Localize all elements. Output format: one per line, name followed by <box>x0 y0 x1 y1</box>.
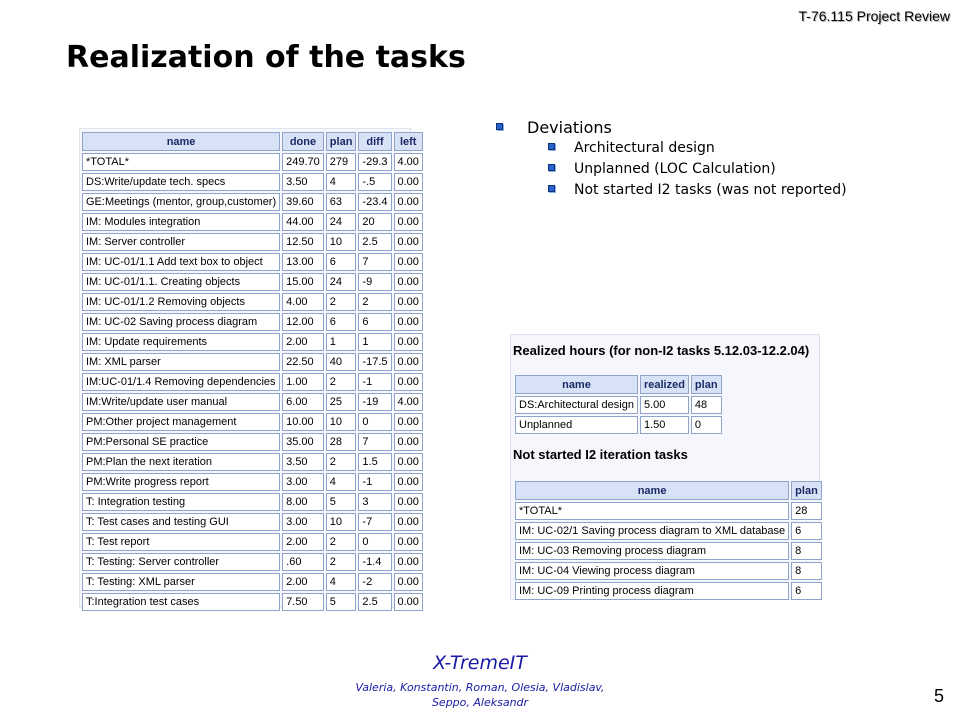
table-cell-diff: 0 <box>358 413 391 431</box>
table-cell-plan: 4 <box>326 573 357 591</box>
table-cell-done: 7.50 <box>282 593 324 611</box>
table-cell-diff: -9 <box>358 273 391 291</box>
table-row <box>82 413 423 431</box>
table-cell-left: 4.00 <box>394 393 423 411</box>
table-row <box>515 396 722 414</box>
table-row <box>82 533 423 551</box>
table-cell-name: GE:Meetings (mentor, group,customer) <box>82 193 280 211</box>
column-header-name: name <box>82 132 280 151</box>
realized-hours-title: Realized hours (for non-I2 tasks 5.12.03-12.2.04) <box>513 343 810 358</box>
table-row <box>82 473 423 491</box>
table-cell-plan: 63 <box>326 193 357 211</box>
table-row <box>82 193 423 211</box>
deviation-item-label: Architectural design <box>574 140 715 156</box>
table-cell-plan: 4 <box>326 473 357 491</box>
table-cell-plan: 10 <box>326 413 357 431</box>
table-cell-name: IM: UC-03 Removing process diagram <box>515 542 789 560</box>
table-cell-plan: 5 <box>326 593 357 611</box>
table-cell-name: PM:Plan the next iteration <box>82 453 280 471</box>
table-cell-name: IM: Modules integration <box>82 213 280 231</box>
table-cell-name: T: Testing: Server controller <box>82 553 280 571</box>
table-row <box>515 522 822 540</box>
table-cell-left: 0.00 <box>394 453 423 471</box>
table-cell-plan: 2 <box>326 533 357 551</box>
table-cell-name: IM:UC-01/1.4 Removing dependencies <box>82 373 280 391</box>
deviations-heading-item <box>496 118 847 140</box>
page-number: 5 <box>933 686 944 706</box>
table-cell-done: 39.60 <box>282 193 324 211</box>
table-cell-done: 15.00 <box>282 273 324 291</box>
table-cell-left: 0.00 <box>394 213 423 231</box>
table-row <box>82 433 423 451</box>
table-cell-diff: 7 <box>358 433 391 451</box>
table-cell-plan: 6 <box>326 253 357 271</box>
table-cell-name: IM: Update requirements <box>82 333 280 351</box>
table-cell-plan: 8 <box>791 542 822 560</box>
tasks-table-header-row <box>82 132 423 151</box>
table-cell-done: 22.50 <box>282 353 324 371</box>
column-header-plan: plan <box>691 375 722 394</box>
table-cell-diff: 2.5 <box>358 593 391 611</box>
table-cell-done: 3.00 <box>282 513 324 531</box>
table-cell-diff: -19 <box>358 393 391 411</box>
table-cell-left: 0.00 <box>394 433 423 451</box>
table-cell-left: 0.00 <box>394 533 423 551</box>
table-cell-diff: 2.5 <box>358 233 391 251</box>
table-cell-realized: 1.50 <box>640 416 689 434</box>
table-cell-left: 0.00 <box>394 313 423 331</box>
table-cell-done: 44.00 <box>282 213 324 231</box>
square-bullet-icon <box>548 185 555 192</box>
table-cell-left: 0.00 <box>394 193 423 211</box>
table-cell-name: IM: UC-02 Saving process diagram <box>82 313 280 331</box>
table-cell-plan: 40 <box>326 353 357 371</box>
table-cell-done: 249.70 <box>282 153 324 171</box>
footer-team-name: X-TremeIT <box>433 652 527 674</box>
table-cell-plan: 2 <box>326 453 357 471</box>
column-header-plan: plan <box>326 132 357 151</box>
tasks-table-panel <box>79 128 419 608</box>
report-screenshot-panel <box>510 334 820 600</box>
table-row <box>82 453 423 471</box>
table-row <box>515 562 822 580</box>
column-header-left: left <box>394 132 423 151</box>
table-row <box>82 493 423 511</box>
table-cell-plan: 28 <box>326 433 357 451</box>
table-cell-done: 3.00 <box>282 473 324 491</box>
table-cell-done: 10.00 <box>282 413 324 431</box>
footer-members-line: Seppo, Aleksandr <box>431 696 529 709</box>
table-cell-plan: 4 <box>326 173 357 191</box>
table-cell-plan: 6 <box>791 522 822 540</box>
not-started-tasks-table <box>513 479 824 602</box>
table-cell-left: 0.00 <box>394 553 423 571</box>
table-cell-left: 0.00 <box>394 413 423 431</box>
table-cell-done: 1.00 <box>282 373 324 391</box>
table-cell-diff: -29.3 <box>358 153 391 171</box>
table-cell-diff: 20 <box>358 213 391 231</box>
table-cell-realized: 5.00 <box>640 396 689 414</box>
table-cell-done: 12.00 <box>282 313 324 331</box>
slide-title: Realization of the tasks <box>66 40 466 75</box>
table-cell-done: 3.50 <box>282 173 324 191</box>
table-cell-diff: 7 <box>358 253 391 271</box>
table-cell-left: 0.00 <box>394 173 423 191</box>
table-row <box>82 313 423 331</box>
table-cell-plan: 48 <box>691 396 722 414</box>
table-cell-name: T:Integration test cases <box>82 593 280 611</box>
table-cell-diff: -7 <box>358 513 391 531</box>
table-cell-left: 0.00 <box>394 253 423 271</box>
deviation-item <box>496 182 847 203</box>
square-bullet-icon <box>548 164 555 171</box>
realized-hours-table <box>513 373 724 436</box>
table-cell-plan: 6 <box>791 582 822 600</box>
table-cell-diff: -2 <box>358 573 391 591</box>
deviations-heading: Deviations <box>527 118 612 137</box>
table-cell-diff: 1 <box>358 333 391 351</box>
table-cell-done: 8.00 <box>282 493 324 511</box>
table-cell-name: PM:Other project management <box>82 413 280 431</box>
table-cell-done: 6.00 <box>282 393 324 411</box>
table-row <box>82 573 423 591</box>
table-cell-done: 2.00 <box>282 333 324 351</box>
table-cell-name: T: Integration testing <box>82 493 280 511</box>
table-cell-plan: 10 <box>326 233 357 251</box>
table-cell-name: DS:Architectural design <box>515 396 638 414</box>
footer-members-line: Valeria, Konstantin, Roman, Olesia, Vladislav, <box>355 681 605 694</box>
table-row <box>515 502 822 520</box>
table-cell-diff: -1 <box>358 473 391 491</box>
table-cell-plan: 24 <box>326 213 357 231</box>
table-cell-diff: 0 <box>358 533 391 551</box>
table-cell-plan: 8 <box>791 562 822 580</box>
table-cell-diff: 2 <box>358 293 391 311</box>
table-cell-diff: -.5 <box>358 173 391 191</box>
not-started-table-header-row <box>515 481 822 500</box>
table-row <box>515 542 822 560</box>
table-row <box>82 373 423 391</box>
table-cell-left: 0.00 <box>394 353 423 371</box>
table-cell-name: T: Test report <box>82 533 280 551</box>
table-cell-diff: -17.5 <box>358 353 391 371</box>
table-cell-name: IM: Server controller <box>82 233 280 251</box>
tasks-table <box>80 130 425 613</box>
table-cell-left: 0.00 <box>394 333 423 351</box>
deviation-item <box>496 140 847 161</box>
square-bullet-icon <box>548 143 555 150</box>
table-cell-name: T: Testing: XML parser <box>82 573 280 591</box>
table-cell-plan: 5 <box>326 493 357 511</box>
footer-team-members <box>0 680 960 710</box>
column-header-plan: plan <box>791 481 822 500</box>
column-header-done: done <box>282 132 324 151</box>
table-cell-left: 0.00 <box>394 513 423 531</box>
table-cell-plan: 28 <box>791 502 822 520</box>
table-row <box>82 333 423 351</box>
table-cell-name: IM: UC-01/1.1. Creating objects <box>82 273 280 291</box>
table-cell-plan: 279 <box>326 153 357 171</box>
table-row <box>82 553 423 571</box>
table-row <box>82 233 423 251</box>
table-cell-name: IM: XML parser <box>82 353 280 371</box>
column-header-realized: realized <box>640 375 689 394</box>
table-cell-left: 0.00 <box>394 593 423 611</box>
table-cell-diff: 1.5 <box>358 453 391 471</box>
table-row <box>82 393 423 411</box>
table-cell-plan: 25 <box>326 393 357 411</box>
table-cell-name: IM:Write/update user manual <box>82 393 280 411</box>
table-cell-done: 2.00 <box>282 573 324 591</box>
table-cell-left: 0.00 <box>394 573 423 591</box>
table-row <box>82 293 423 311</box>
table-cell-diff: -1 <box>358 373 391 391</box>
table-cell-left: 0.00 <box>394 373 423 391</box>
table-cell-left: 0.00 <box>394 233 423 251</box>
table-cell-left: 0.00 <box>394 493 423 511</box>
table-cell-plan: 24 <box>326 273 357 291</box>
table-row <box>515 416 722 434</box>
table-cell-plan: 2 <box>326 553 357 571</box>
table-cell-diff: -23.4 <box>358 193 391 211</box>
table-row <box>82 253 423 271</box>
table-cell-diff: 6 <box>358 313 391 331</box>
column-header-diff: diff <box>358 132 391 151</box>
table-row <box>82 153 423 171</box>
table-row <box>82 513 423 531</box>
table-cell-plan: 2 <box>326 373 357 391</box>
table-row <box>515 582 822 600</box>
deviation-item-label: Not started I2 tasks (was not reported) <box>574 182 847 198</box>
table-row <box>82 593 423 611</box>
table-cell-name: PM:Write progress report <box>82 473 280 491</box>
table-cell-plan: 2 <box>326 293 357 311</box>
table-cell-done: 3.50 <box>282 453 324 471</box>
column-header-name: name <box>515 375 638 394</box>
table-cell-plan: 6 <box>326 313 357 331</box>
not-started-tasks-title: Not started I2 iteration tasks <box>513 447 688 462</box>
deviation-item <box>496 161 847 182</box>
table-cell-done: 12.50 <box>282 233 324 251</box>
table-cell-diff: -1.4 <box>358 553 391 571</box>
table-cell-name: IM: UC-01/1.2 Removing objects <box>82 293 280 311</box>
table-cell-diff: 3 <box>358 493 391 511</box>
table-cell-plan: 10 <box>326 513 357 531</box>
table-cell-name: IM: UC-01/1.1 Add text box to object <box>82 253 280 271</box>
table-cell-done: 35.00 <box>282 433 324 451</box>
table-cell-plan: 1 <box>326 333 357 351</box>
column-header-name: name <box>515 481 789 500</box>
table-cell-name: *TOTAL* <box>515 502 789 520</box>
table-row <box>82 213 423 231</box>
table-cell-plan: 0 <box>691 416 722 434</box>
table-cell-done: 4.00 <box>282 293 324 311</box>
table-cell-name: IM: UC-04 Viewing process diagram <box>515 562 789 580</box>
presentation-header: T-76.115 Project Review <box>798 8 950 24</box>
table-cell-name: *TOTAL* <box>82 153 280 171</box>
table-cell-left: 0.00 <box>394 293 423 311</box>
table-cell-name: DS:Write/update tech. specs <box>82 173 280 191</box>
table-cell-done: .60 <box>282 553 324 571</box>
table-cell-name: PM:Personal SE practice <box>82 433 280 451</box>
table-cell-left: 0.00 <box>394 273 423 291</box>
square-bullet-icon <box>496 123 503 130</box>
table-cell-left: 4.00 <box>394 153 423 171</box>
table-row <box>82 173 423 191</box>
table-row <box>82 273 423 291</box>
realized-table-header-row <box>515 375 722 394</box>
table-cell-left: 0.00 <box>394 473 423 491</box>
table-cell-name: IM: UC-02/1 Saving process diagram to XML database <box>515 522 789 540</box>
table-row <box>82 353 423 371</box>
deviation-item-label: Unplanned (LOC Calculation) <box>574 161 776 177</box>
table-cell-name: Unplanned <box>515 416 638 434</box>
table-cell-name: T: Test cases and testing GUI <box>82 513 280 531</box>
table-cell-done: 2.00 <box>282 533 324 551</box>
table-cell-name: IM: UC-09 Printing process diagram <box>515 582 789 600</box>
table-cell-done: 13.00 <box>282 253 324 271</box>
deviations-list <box>496 118 847 203</box>
